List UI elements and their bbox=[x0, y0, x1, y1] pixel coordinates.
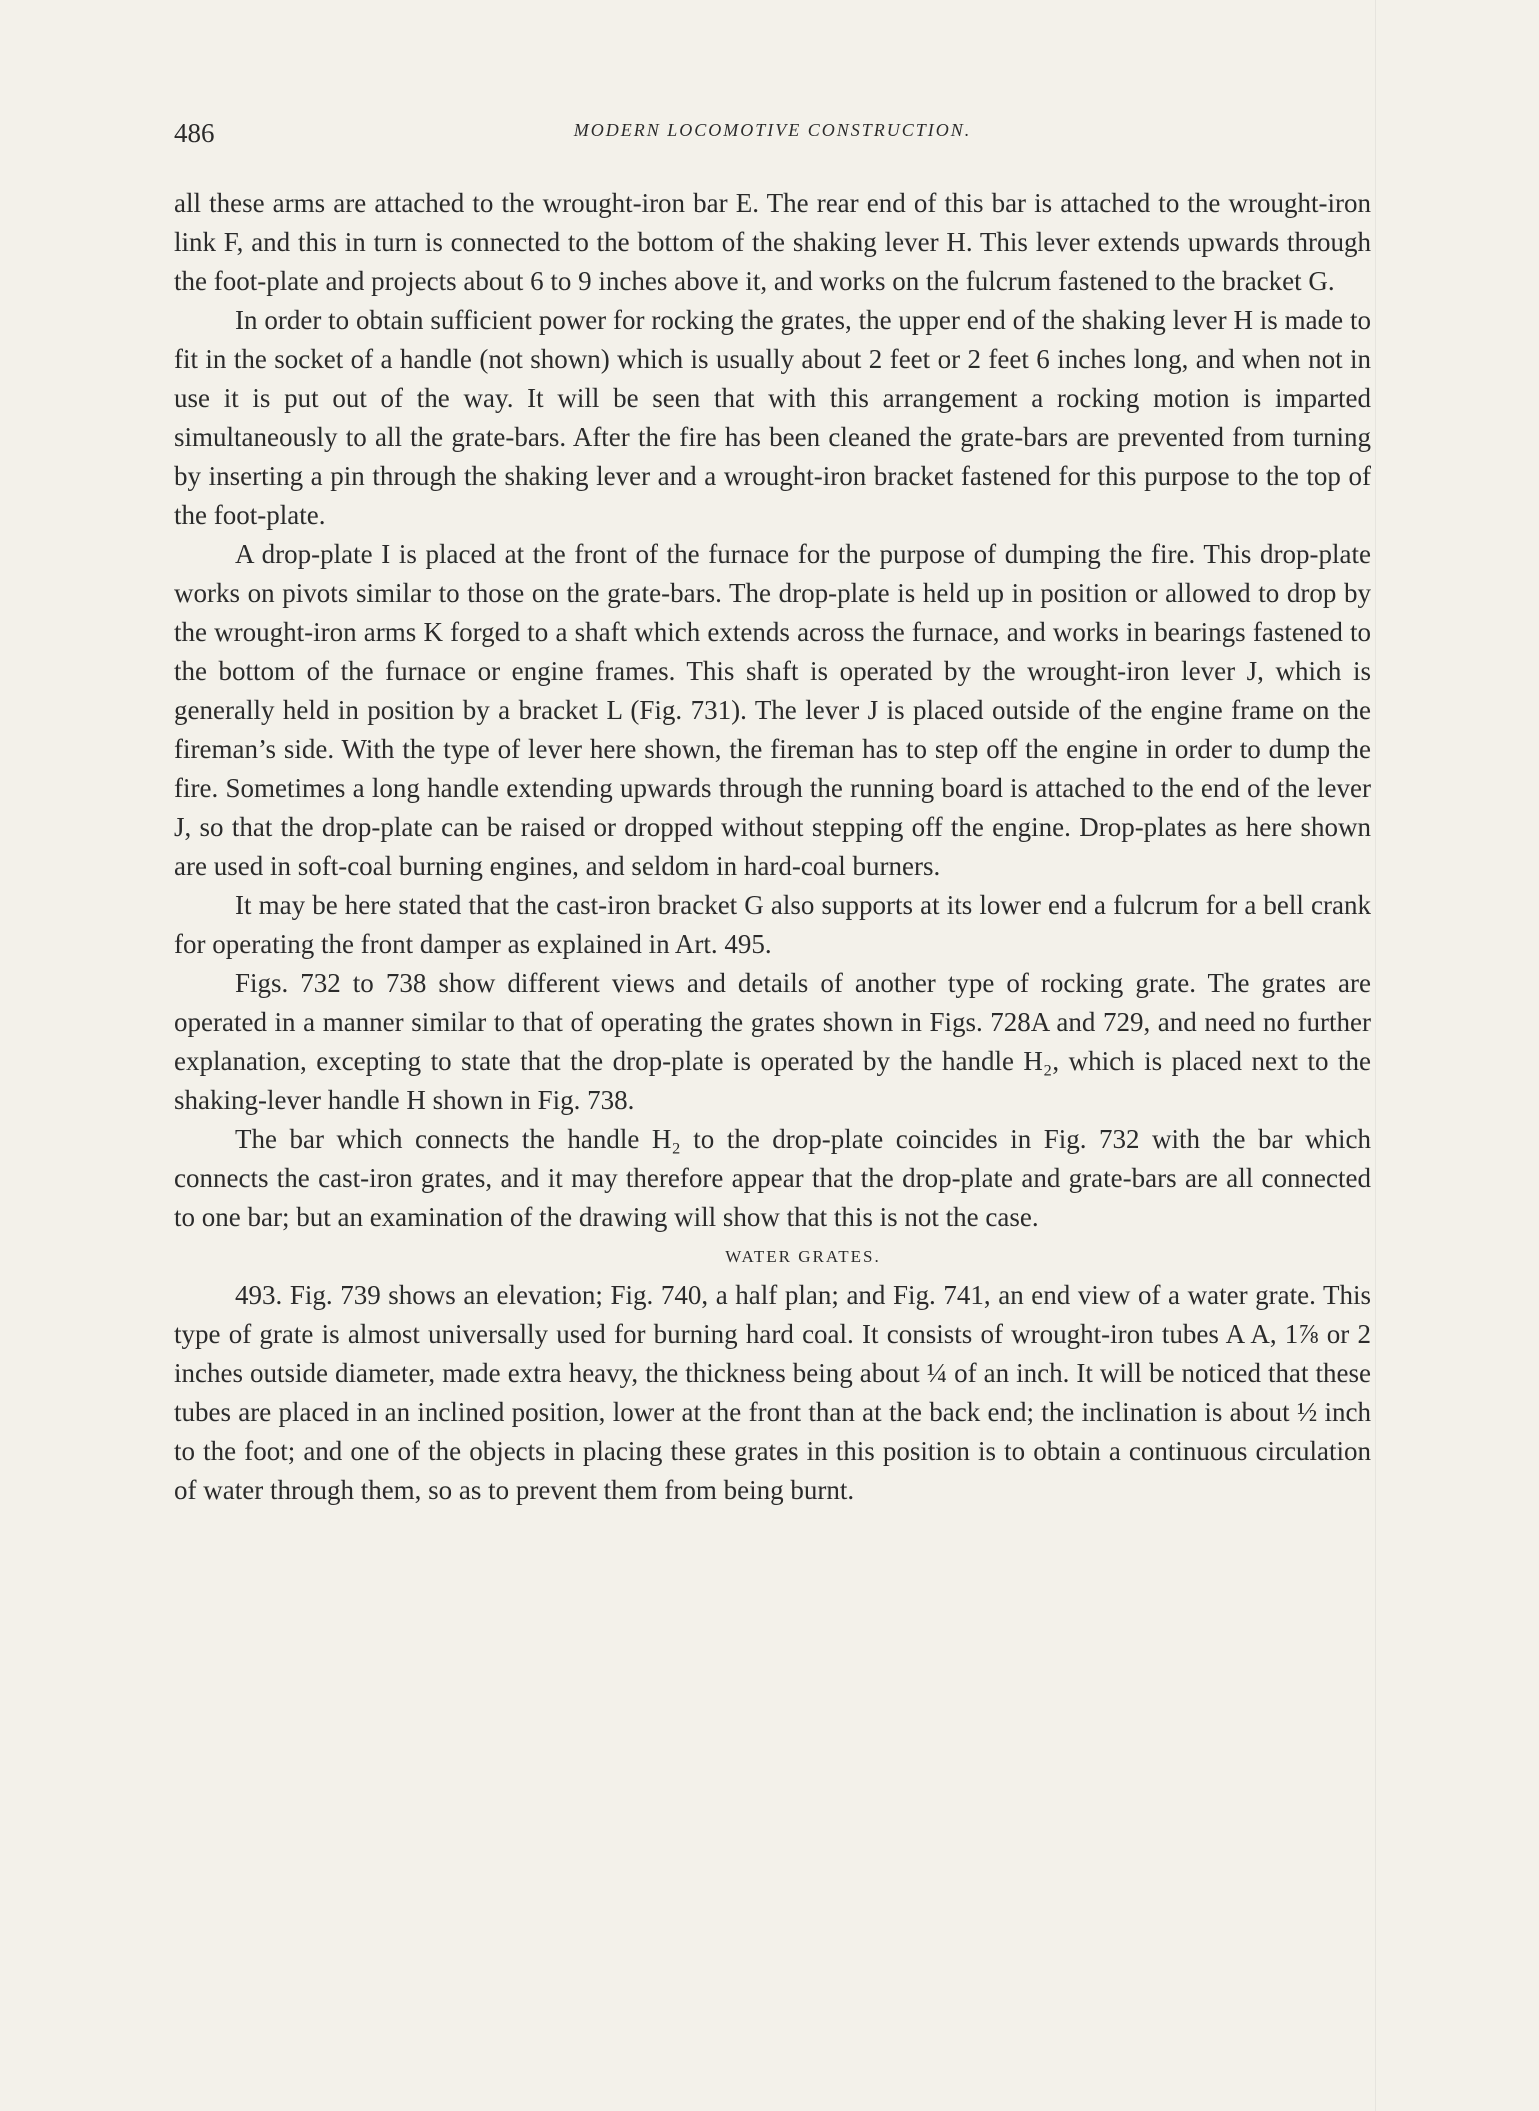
paragraph-2: In order to obtain sufficient power for rocking the grates, the upper end of the shaking lever H is made to fit in the socket of a handle (not shown) which is usually about 2 feet or 2 feet 6 inches long, and when not in use it is put out of the way. It will be seen that with this arrangement a rocking motion is imparted simultaneously to all the grate-bars. After the fire has been cleaned the grate-bars are prevented from turning by inserting a pin through the shaking lever and a wrought-iron bracket fastened for this purpose to the top of the foot-plate. bbox=[174, 305, 1371, 530]
body-text bbox=[174, 184, 1371, 1510]
section-heading: WATER GRATES. bbox=[725, 1247, 881, 1266]
page-fold-line bbox=[1375, 0, 1376, 2111]
paragraph-6: The bar which connects the handle H₂ to the drop-plate coincides in Fig. 732 with the bar which connects the cast-iron grates, and it may therefore appear that the drop-plate and grate-bars are all connected to one bar; but an examination of the drawing will show that this is not the case. bbox=[174, 1124, 1371, 1232]
running-head: MODERN LOCOMOTIVE CONSTRUCTION. bbox=[573, 120, 972, 140]
paragraph-7: 493. Fig. 739 shows an elevation; Fig. 740, a half plan; and Fig. 741, an end view of a water grate. This type of grate is almost universally used for burning hard coal. It consists of wrought-iron tubes A A, 1⅞ or 2 inches outside diameter, made extra heavy, the thickness being about ¼ of an inch. It will be noticed that these tubes are placed in an inclined position, lower at the front than at the back end; the inclination is about ½ inch to the foot; and one of the objects in placing these grates in this position is to obtain a continuous circulation of water through them, so as to prevent them from being burnt. bbox=[174, 1280, 1371, 1505]
page-number: 486 bbox=[174, 118, 215, 148]
paragraph-1: all these arms are attached to the wrought-iron bar E. The rear end of this bar is attached to the wrought-iron link F, and this in turn is connected to the bottom of the shaking lever H. This lever extends upwards through the foot-plate and projects about 6 to 9 inches above it, and works on the fulcrum fastened to the bracket G. bbox=[174, 188, 1371, 296]
paragraph-5: Figs. 732 to 738 show different views and details of another type of rocking grate. The grates are operated in a manner similar to that of operating the grates shown in Figs. 728A and 729, and need no further explanation, excepting to state that the drop-plate is operated by the handle H₂, which is placed next to the shaking-lever handle H shown in Fig. 738. bbox=[174, 968, 1371, 1115]
paragraph-3: A drop-plate I is placed at the front of the furnace for the purpose of dumping the fire. This drop-plate works on pivots similar to those on the grate-bars. The drop-plate is held up in position or allowed to drop by the wrought-iron arms K forged to a shaft which extends across the furnace, and works in bearings fastened to the bottom of the furnace or engine frames. This shaft is operated by the wrought-iron lever J, which is generally held in position by a bracket L (Fig. 731). The lever J is placed outside of the engine frame on the fireman’s side. With the type of lever here shown, the fireman has to step off the engine in order to dump the fire. Sometimes a long handle extending upwards through the running board is attached to the end of the lever J, so that the drop-plate can be raised or dropped without stepping off the engine. Drop-plates as here shown are used in soft-coal burning engines, and seldom in hard-coal burners. bbox=[174, 539, 1371, 881]
page-header bbox=[174, 118, 1371, 158]
paragraph-4: It may be here stated that the cast-iron bracket G also supports at its lower end a fulcrum for a bell crank for operating the front damper as explained in Art. 495. bbox=[174, 890, 1371, 959]
